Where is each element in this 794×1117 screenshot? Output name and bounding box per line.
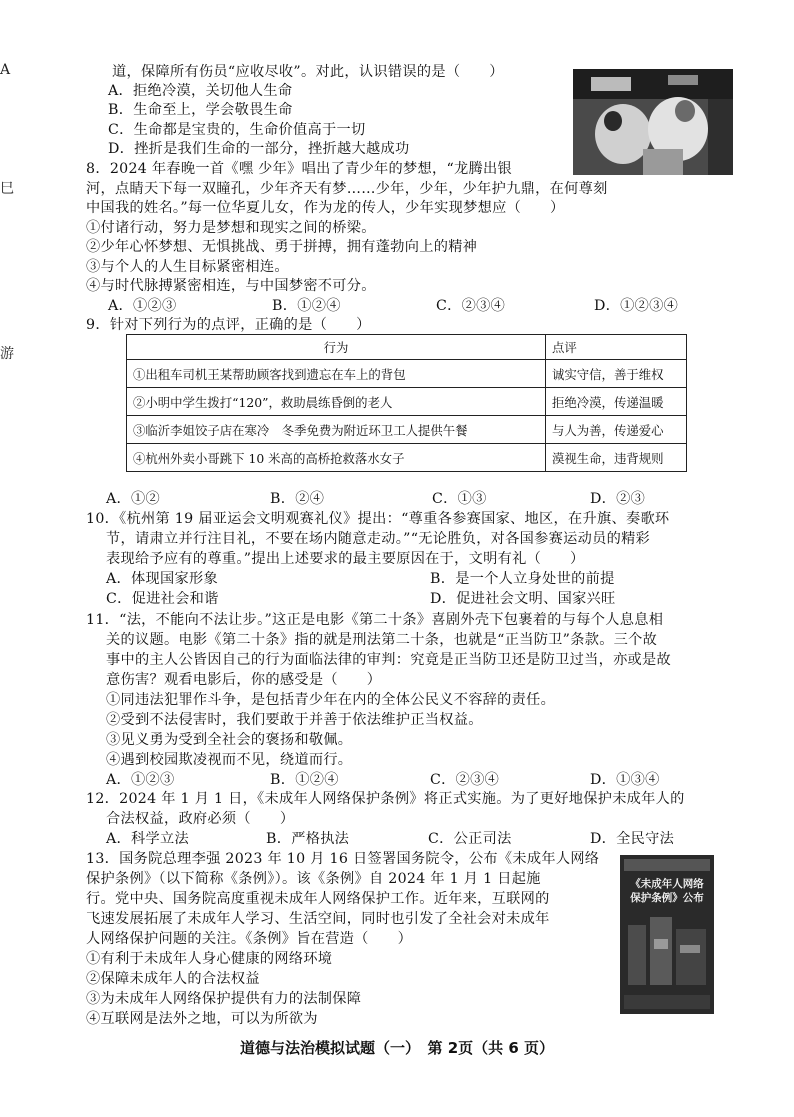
question-12-option-d: D．全民守法 [590, 831, 675, 847]
table-cell: 诚实守信，善于维权 [546, 360, 687, 388]
question-8-option-a: A．①②③ [108, 298, 177, 314]
regulation-poster [620, 855, 714, 1014]
question-11-stem-line: 11．“法，不能向不法让步。”这正是电影《第二十条》喜剧外壳下包裹着的与每个人息息相 [86, 612, 664, 628]
question-10-stem-line: 节，请肃立并行注目礼，不要在场内随意走动。”“无论胜负，对各国参赛运动员的精彩 [106, 531, 651, 547]
question-9-option-c: C．①③ [432, 491, 487, 507]
question-8-option-c: C．②③④ [436, 298, 506, 314]
poster-title-line: 《未成年人网络 [630, 878, 704, 890]
question-10-stem-line: 表现给予应有的尊重。”提出上述要求的最主要原因在于，文明有礼（ ） [106, 551, 585, 567]
table-row [127, 416, 687, 444]
table-header-row [127, 335, 687, 360]
question-9-option-d: D．②③ [590, 491, 646, 507]
question-8-item: ④与时代脉搏紧密相连，与中国梦密不可分。 [86, 278, 376, 294]
question-8-item: ②少年心怀梦想、无惧挑战、勇于拼搏，拥有蓬勃向上的精神 [86, 239, 478, 255]
question-11-item: ③见义勇为受到全社会的褒扬和敬佩。 [106, 732, 353, 748]
question-11-option-a: A．①②③ [106, 772, 175, 788]
question-11-item: ①同违法犯罪作斗争，是包括青少年在内的全体公民义不容辞的责任。 [106, 692, 556, 708]
question-12-stem-line: 合法权益，政府必须（ ） [106, 811, 295, 827]
question-11-stem-line: 意伤害？观看电影后，你的感受是（ ） [106, 672, 382, 688]
question-9-option-a: A．①② [106, 491, 161, 507]
table-cell: ①出租车司机王某帮助顾客找到遗忘在车上的背包 [127, 360, 546, 388]
question-13-stem-line: 行。党中央、国务院高度重视未成年人网络保护工作。近年来，互联网的 [86, 891, 550, 907]
question-7-option-b: B．生命至上，学会敬畏生命 [108, 102, 293, 118]
question-12-option-c: C．公正司法 [428, 831, 512, 847]
question-13-stem-line: 人网络保护问题的关注。《条例》旨在营造（ ） [86, 931, 413, 947]
question-10-option-b: B．是一个人立身处世的前提 [430, 571, 615, 587]
question-11-option-d: D．①③④ [590, 772, 660, 788]
question-12-stem-line: 12．2024 年 1 月 1 日，《未成年人网络保护条例》将正式实施。为了更好地保护未成年人的 [86, 791, 685, 807]
question-7-option-a: A．拒绝冷漠，关切他人生命 [108, 83, 293, 99]
table-row [127, 388, 687, 416]
question-8-option-d: D．①②③④ [594, 298, 679, 314]
edge-char: 巳 [0, 181, 14, 197]
question-8-item: ③与个人的人生目标紧密相连。 [86, 259, 289, 275]
question-13-item: ④互联网是法外之地，可以为所欲为 [86, 1011, 318, 1027]
edge-char: A [0, 62, 11, 78]
question-10-option-d: D．促进社会文明、国家兴旺 [430, 591, 616, 607]
question-8-stem-line: 河，点睛天下每一双瞳孔，少年齐天有梦……少年，少年，少年护九鼎，在何尊刻 [86, 181, 608, 197]
question-11-item: ④遇到校园欺凌视而不见，绕道而行。 [106, 752, 353, 768]
table-cell: 漠视生命，违背规则 [546, 444, 687, 472]
rescue-photo [573, 69, 733, 175]
question-13-stem-line: 13．国务院总理李强 2023 年 10 月 16 日签署国务院令，公布《未成年人网络 [86, 851, 600, 867]
question-10-stem-line: 10．《杭州第 19 届亚运会文明观赛礼仪》提出：“尊重各参赛国家、地区，在升旗、奏歌环 [86, 511, 670, 527]
question-9-option-b: B．②④ [270, 491, 325, 507]
question-8-option-b: B．①②④ [272, 298, 341, 314]
question-12-option-b: B．严格执法 [266, 831, 350, 847]
question-10-option-c: C．促进社会和谐 [106, 591, 219, 607]
table-cell: ③临沂李姐饺子店在寒冷 冬季免费为附近环卫工人提供午餐 [127, 416, 546, 444]
question-7-option-c: C．生命都是宝贵的，生命价值高于一切 [108, 122, 366, 138]
question-7-option-d: D．挫折是我们生命的一部分，挫折越大越成功 [108, 141, 410, 157]
poster-title-line: 保护条例》公布 [630, 892, 704, 904]
table-cell: 拒绝冷漠，传递温暖 [546, 388, 687, 416]
table-header: 行为 [127, 335, 546, 360]
question-8-stem-line: 中国我的姓名。”每一位华夏儿女，作为龙的传人，少年实现梦想应（ ） [86, 200, 565, 216]
table-row [127, 360, 687, 388]
question-13-item: ②保障未成年人的合法权益 [86, 971, 260, 987]
table-cell: ④杭州外卖小哥跳下 10 米高的高桥抢救落水女子 [127, 444, 546, 472]
table-cell: ②小明中学生拨打“120”，救助晨练昏倒的老人 [127, 388, 546, 416]
table-cell: 与人为善，传递爱心 [546, 416, 687, 444]
question-13-item: ①有利于未成年人身心健康的网络环境 [86, 951, 333, 967]
question-11-stem-line: 关的议题。电影《第二十条》指的就是刑法第二十条，也就是“正当防卫”条款。三个故 [106, 632, 658, 648]
question-8-stem-line: 8．2024 年春晚一首《嘿 少年》唱出了青少年的梦想，“龙腾出银 [86, 161, 512, 177]
table-row [127, 444, 687, 472]
question-13-item: ③为未成年人网络保护提供有力的法制保障 [86, 991, 362, 1007]
question-9-stem: 9．针对下列行为的点评，正确的是（ ） [86, 317, 371, 333]
table-header: 点评 [546, 335, 687, 360]
question-13-stem-line: 飞速发展拓展了未成年人学习、生活空间，同时也引发了全社会对未成年 [86, 911, 550, 927]
question-11-option-b: B．①②④ [270, 772, 339, 788]
question-7-stem: 道，保障所有伤员“应收尽收”。对此，认识错误的是（ ） [112, 64, 504, 80]
question-11-item: ②受到不法侵害时，我们要敢于并善于依法维护正当权益。 [106, 712, 483, 728]
behavior-table [126, 334, 687, 472]
question-8-item: ①付诸行动，努力是梦想和现实之间的桥梁。 [86, 220, 376, 236]
question-11-stem-line: 事中的主人公皆因自己的行为面临法律的审判：究竟是正当防卫还是防卫过当，亦或是故 [106, 652, 672, 668]
edge-char: 游 [0, 346, 14, 362]
question-11-option-c: C．②③④ [430, 772, 500, 788]
question-12-option-a: A．科学立法 [106, 831, 189, 847]
page-footer: 道德与法治模拟试题（一） 第 2页（共 6 页） [239, 1039, 555, 1057]
question-13-stem-line: 保护条例》（以下简称《条例》）。该《条例》自 2024 年 1 月 1 日起施 [86, 871, 541, 887]
question-10-option-a: A．体现国家形象 [106, 571, 218, 587]
